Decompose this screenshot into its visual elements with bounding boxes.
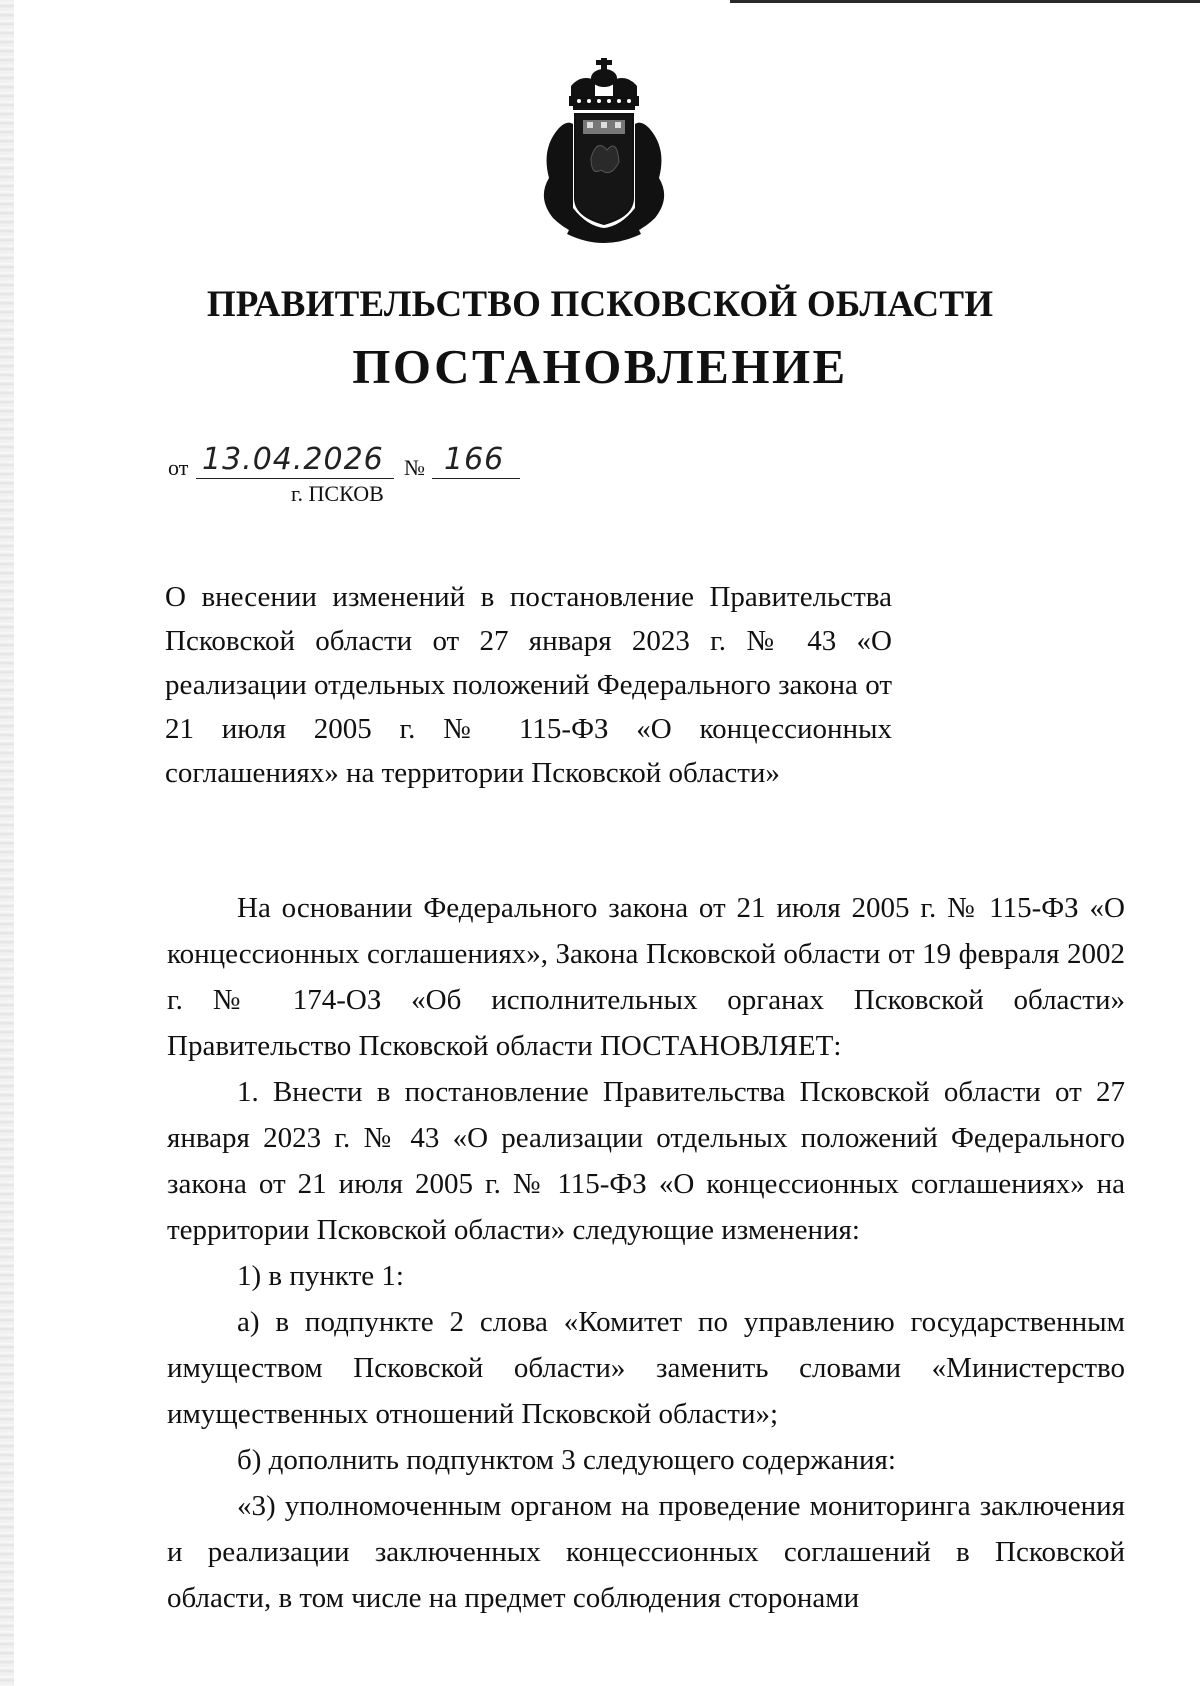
document-body bbox=[167, 885, 1125, 1621]
number-underline bbox=[432, 478, 520, 479]
document-type-title: ПОСТАНОВЛЕНИЕ bbox=[352, 339, 848, 394]
scan-left-edge bbox=[0, 0, 14, 1686]
body-paragraph: На основании Федерального закона от 21 июля 2005 г. № 115-ФЗ «О концессионных соглашениях», Закона Псковской области от 19 февраля 2002 г. № 174-ОЗ «Об исполнительных органах Псковской области» Правительство Псковской области ПОСТАНОВЛЯЕТ: bbox=[167, 892, 1125, 1062]
body-paragraph: 1. Внести в постановление Правительства Псковской области от 27 января 2023 г. № 43 «О реализации отдельных положений Федерального закона от 21 июля 2005 г. № 115-ФЗ «О концессионных соглашениях» на территории Псковской области» следующие изменения: bbox=[167, 1076, 1125, 1246]
date-prefix: от bbox=[168, 455, 189, 480]
body-paragraph: «3) уполномоченным органом на проведение мониторинга заключения и реализации заключенных концессионных соглашений в Псковской области, в том числе на предмет соблюдения сторонами bbox=[167, 1490, 1125, 1614]
subject-text: О внесении изменений в постановление Правительства Псковской области от 27 января 2023 г. № 43 «О реализации отдельных положений Федерального закона от 21 июля 2005 г. № 115-ФЗ «О концессионных соглашениях» на территории Псковской области» bbox=[165, 581, 892, 789]
coat-of-arms-emblem bbox=[531, 58, 677, 248]
body-paragraph: б) дополнить подпунктом 3 следующего содержания: bbox=[237, 1444, 896, 1476]
number-value: 166 bbox=[444, 442, 505, 477]
document-subject bbox=[165, 575, 892, 795]
body-paragraph: 1) в пункте 1: bbox=[237, 1260, 404, 1292]
date-underline bbox=[196, 478, 394, 479]
scan-top-edge bbox=[730, 0, 1200, 3]
city: г. ПСКОВ bbox=[291, 481, 384, 506]
body-paragraph: а) в подпункте 2 слова «Комитет по управлению государственным имуществом Псковской области» заменить словами «Министерство имущественных отношений Псковской области»; bbox=[167, 1306, 1125, 1430]
number-prefix: № bbox=[404, 455, 425, 480]
organization-title: ПРАВИТЕЛЬСТВО ПСКОВСКОЙ ОБЛАСТИ bbox=[206, 284, 994, 325]
date-value: 13.04.2026 bbox=[202, 442, 384, 477]
